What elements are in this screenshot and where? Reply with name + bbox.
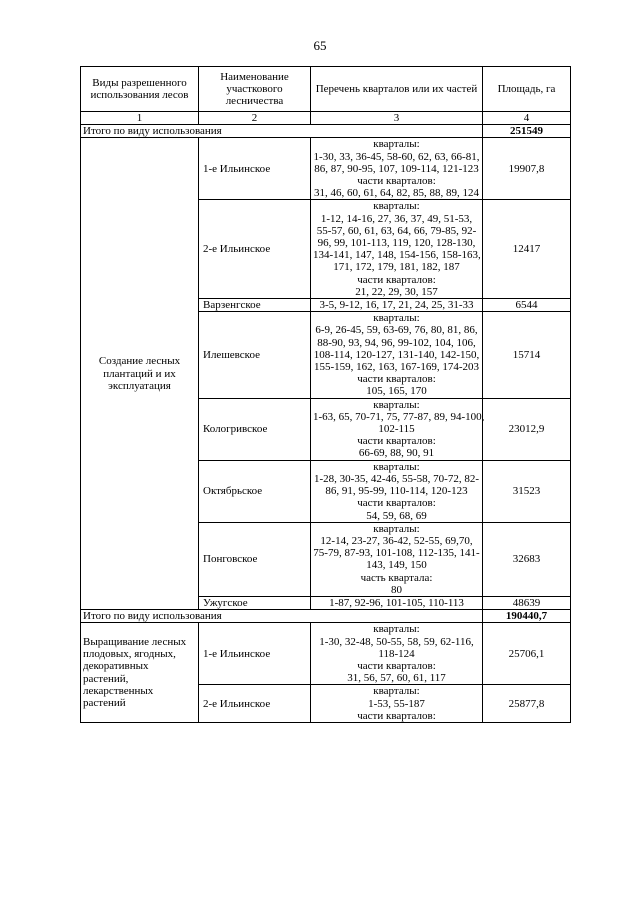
quarter-line: 21, 22, 29, 30, 157 <box>355 285 438 298</box>
column-number-row <box>81 112 571 125</box>
quarter-line: 96, 99, 101-113, 119, 120, 128-130, <box>317 237 476 250</box>
quarter-line: части кварталов: <box>357 659 436 672</box>
area-value: 25706,1 <box>483 623 571 685</box>
forestry-name: Понговское <box>199 522 311 596</box>
quarter-line: части кварталов: <box>357 435 436 448</box>
quarter-line: 1-12, 14-16, 27, 36, 37, 49, 51-53, <box>320 212 473 225</box>
forestry-name: Октябрьское <box>199 460 311 522</box>
quarter-list <box>311 200 483 299</box>
area-value: 23012,9 <box>483 398 571 460</box>
forestry-name: 2-е Ильинское <box>199 200 311 299</box>
table-row <box>81 138 571 200</box>
quarter-line: 88-90, 93, 94, 96, 99-102, 104, 106, <box>317 336 476 349</box>
column-number: 1 <box>81 112 199 125</box>
use-type-cell: Выращивание лесных плодовых, ягодных, декоративных растений, лекарственных растений <box>81 623 199 723</box>
forestry-name: Ужугское <box>199 596 311 609</box>
quarter-line: 54, 59, 68, 69 <box>366 509 427 522</box>
forestry-name: 1-е Ильинское <box>199 623 311 685</box>
area-value: 19907,8 <box>483 138 571 200</box>
column-number: 3 <box>311 112 483 125</box>
quarter-line: кварталы: <box>373 460 420 473</box>
header-quarters: Перечень кварталов или их частей <box>311 67 483 112</box>
forestry-name: Илешевское <box>199 312 311 398</box>
quarter-line: 155-159, 162, 163, 167-169, 174-203 <box>314 361 479 374</box>
quarter-line: 31, 56, 57, 60, 61, 117 <box>347 672 446 685</box>
quarter-line: части кварталов: <box>357 273 436 286</box>
forestry-name: 2-е Ильинское <box>199 685 311 723</box>
area-value: 15714 <box>483 312 571 398</box>
column-number: 2 <box>199 112 311 125</box>
quarter-line: части кварталов: <box>357 709 436 722</box>
quarter-list <box>311 398 483 460</box>
forestry-name: Кологривское <box>199 398 311 460</box>
quarter-line: 6-9, 26-45, 59, 63-69, 76, 80, 81, 86, <box>315 324 478 337</box>
forestry-name: Варзенгское <box>199 299 311 312</box>
area-value: 6544 <box>483 299 571 312</box>
forestry-name: 1-е Ильинское <box>199 138 311 200</box>
quarter-line: 1-63, 65, 70-71, 75, 77-87, 89, 94-100, <box>313 410 485 423</box>
total-label: Итого по виду использования <box>81 125 483 138</box>
area-value: 12417 <box>483 200 571 299</box>
header-area: Площадь, га <box>483 67 571 112</box>
use-type-cell: Создание лесных плантаций и их эксплуатация <box>81 138 199 610</box>
area-value: 48639 <box>483 596 571 609</box>
total-row <box>81 610 571 623</box>
area-value: 25877,8 <box>483 685 571 723</box>
quarter-line: 105, 165, 170 <box>366 385 427 398</box>
quarter-line: части кварталов: <box>357 373 436 386</box>
quarter-line: части кварталов: <box>357 175 436 188</box>
quarter-line: 118-124 <box>378 647 415 660</box>
quarter-line: 171, 172, 179, 181, 182, 187 <box>333 261 460 274</box>
quarter-line: кварталы: <box>373 522 420 535</box>
quarter-list <box>311 685 483 723</box>
quarter-line: 3-5, 9-12, 16, 17, 21, 24, 25, 31-33 <box>319 299 474 312</box>
quarter-list <box>311 299 483 312</box>
quarter-list <box>311 460 483 522</box>
quarter-line: 1-28, 30-35, 42-46, 55-58, 70-72, 82- <box>314 472 479 485</box>
quarter-line: 1-30, 32-48, 50-55, 58, 59, 62-116, <box>319 635 474 648</box>
quarter-list <box>311 522 483 596</box>
quarter-line: 12-14, 23-27, 36-42, 52-55, 69,70, <box>320 534 473 547</box>
total-value: 190440,7 <box>483 610 571 623</box>
area-value: 32683 <box>483 522 571 596</box>
quarter-line: 75-79, 87-93, 101-108, 112-135, 141- <box>313 547 480 560</box>
quarter-list <box>311 312 483 398</box>
quarter-line: 134-141, 147, 148, 154-156, 158-163, <box>313 249 481 262</box>
quarter-line: части кварталов: <box>357 497 436 510</box>
area-value: 31523 <box>483 460 571 522</box>
header-use: Виды разрешенного использования лесов <box>81 67 199 112</box>
quarter-line: 31, 46, 60, 61, 64, 82, 85, 88, 89, 124 <box>314 187 479 200</box>
page-number: 65 <box>313 38 327 53</box>
quarter-line: кварталы: <box>373 138 420 151</box>
quarter-line: 86, 87, 90-95, 107, 109-114, 121-123 <box>314 162 479 175</box>
quarter-line: 1-53, 55-187 <box>368 697 425 710</box>
quarter-line: кварталы: <box>373 200 420 213</box>
quarter-line: кварталы: <box>373 312 420 325</box>
total-value: 251549 <box>483 125 571 138</box>
quarter-line: кварталы: <box>373 685 420 698</box>
quarter-line: 1-30, 33, 36-45, 58-60, 62, 63, 66-81, <box>313 150 480 163</box>
total-label: Итого по виду использования <box>81 610 483 623</box>
quarter-line: 143, 149, 150 <box>366 559 427 572</box>
header-row <box>81 67 571 112</box>
quarter-line: часть квартала: <box>360 571 433 584</box>
quarter-line: кварталы: <box>373 623 420 636</box>
quarter-line: 55-57, 60, 61, 63, 64, 66, 79-85, 92- <box>316 224 477 237</box>
quarter-line: 66-69, 88, 90, 91 <box>358 447 435 460</box>
quarter-line: 108-114, 120-127, 131-140, 142-150, <box>313 348 480 361</box>
forest-use-table <box>80 66 571 723</box>
total-row <box>81 125 571 138</box>
quarter-list <box>311 623 483 685</box>
quarter-line: 102-115 <box>378 423 415 436</box>
quarter-line: 86, 91, 95-99, 110-114, 120-123 <box>325 485 468 498</box>
header-forestry: Наименование участкового лесничества <box>199 67 311 112</box>
quarter-line: 1-87, 92-96, 101-105, 110-113 <box>329 596 464 609</box>
quarter-line: 80 <box>391 583 402 596</box>
quarter-list <box>311 138 483 200</box>
table-row <box>81 623 571 685</box>
quarter-line: кварталы: <box>373 398 420 411</box>
quarter-list <box>311 596 483 609</box>
column-number: 4 <box>483 112 571 125</box>
